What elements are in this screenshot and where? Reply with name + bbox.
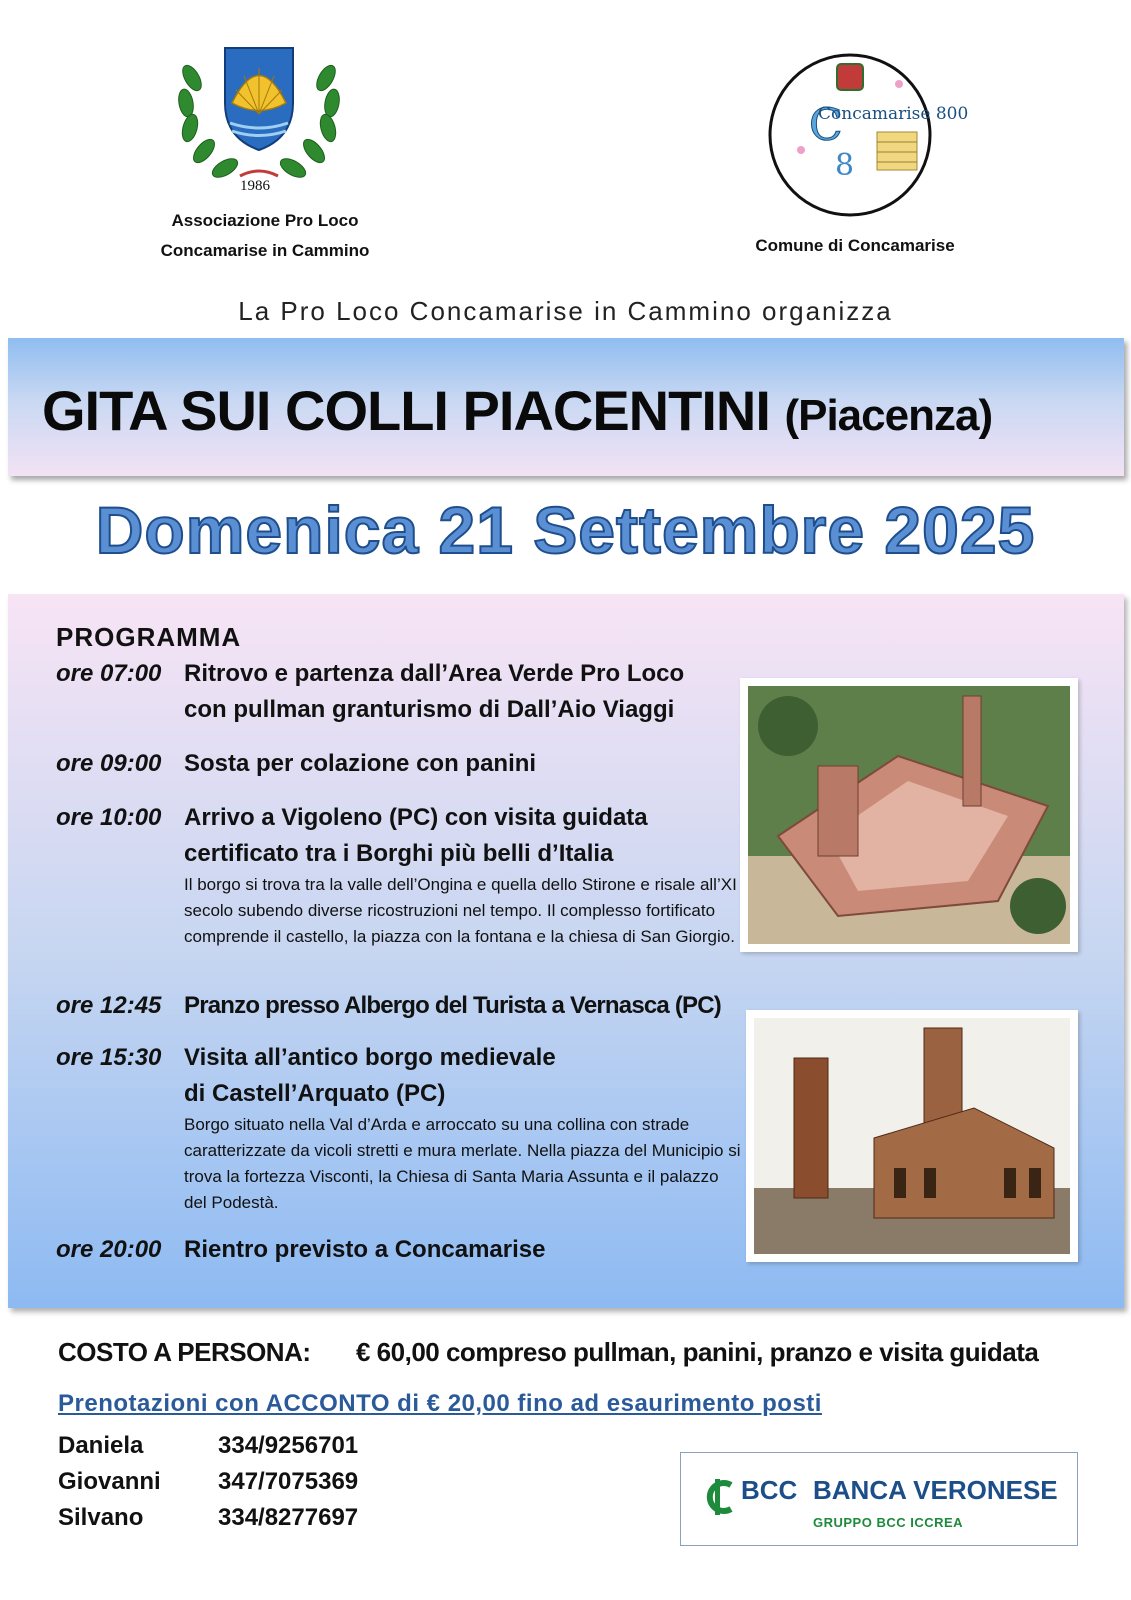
item-time: ore 07:00 xyxy=(56,660,162,687)
comune-logo xyxy=(765,50,935,220)
item-line1: Visita all’antico borgo medievale xyxy=(184,1044,556,1071)
cost-label: COSTO A PERSONA: xyxy=(58,1337,311,1367)
contact-name: Silvano xyxy=(58,1504,144,1531)
cost-line xyxy=(58,1337,1039,1368)
pro-loco-name xyxy=(130,206,400,266)
item-line1: Ritrovo e partenza dall’Area Verde Pro Loco xyxy=(184,660,685,687)
item-line2: di Castell’Arquato (PC) xyxy=(184,1080,446,1107)
pro-loco-line2: Concamarise in Cammino xyxy=(160,241,370,260)
sponsor-group: GRUPPO BCC ICCREA xyxy=(813,1515,964,1530)
item-line1: Arrivo a Vigoleno (PC) con visita guidata xyxy=(184,804,648,831)
item-description: Il borgo si trova tra la valle dell’Ongina e quella dello Stirone e risale all’XI secolo subendo diverse ricostruzioni nel tempo. Il complesso fortificato comprende il castello, la piazza con la fontana e la chiesa di San Giorgio. xyxy=(184,875,737,946)
item-time: ore 12:45 xyxy=(56,992,162,1019)
contact-phone: 334/8277697 xyxy=(218,1504,359,1531)
contact-name: Giovanni xyxy=(58,1468,161,1495)
intro-line: La Pro Loco Concamarise in Cammino organizza xyxy=(238,296,893,326)
item-description: Borgo situato nella Val d’Arda e arroccato su una collina con strade caratterizzate da vicoli stretti e mura merlate. Nella piazza del Municipio si trova la fortezza Visconti, la Chiesa di Santa Maria Assunta e il palazzo del Podestà. xyxy=(184,1115,741,1212)
program-heading: PROGRAMMA xyxy=(56,622,242,652)
comune-name: Comune di Concamarise xyxy=(755,236,955,255)
item-time: ore 15:30 xyxy=(56,1044,162,1071)
item-line2: certificato tra i Borghi più belli d’Italia xyxy=(184,840,614,867)
title-main: GITA SUI COLLI PIACENTINI xyxy=(42,379,770,442)
item-line1: Sosta per colazione con panini xyxy=(184,750,537,777)
pro-loco-logo xyxy=(170,28,348,198)
svg-text:8: 8 xyxy=(835,148,855,183)
svg-text:C: C xyxy=(809,100,843,151)
vigoleno-photo xyxy=(740,678,1078,952)
item-time: ore 10:00 xyxy=(56,804,162,831)
program-panel xyxy=(8,594,1124,1308)
pro-loco-line1: Associazione Pro Loco xyxy=(171,211,359,230)
sponsor-logo xyxy=(680,1452,1078,1546)
item-line1: Rientro previsto a Concamarise xyxy=(184,1236,546,1263)
item-time: ore 20:00 xyxy=(56,1236,162,1263)
title-sub: (Piacenza) xyxy=(784,391,993,440)
sponsor-name: BANCA VERONESE xyxy=(813,1475,1058,1505)
booking-note: Prenotazioni con ACCONTO di € 20,00 fino ad esaurimento posti xyxy=(58,1390,822,1417)
sponsor-mark: BCC xyxy=(741,1475,798,1505)
cost-value: € 60,00 compreso pullman, panini, pranzo e visita guidata xyxy=(356,1337,1039,1367)
event-date: Domenica 21 Settembre 2025 xyxy=(95,493,1036,567)
comune-logo-text: Concamarise 800 xyxy=(818,104,969,124)
page-title xyxy=(42,378,992,443)
item-line2: con pullman granturismo di Dall’Aio Viaggi xyxy=(184,696,675,723)
castellarquato-photo xyxy=(746,1010,1078,1262)
contact-name: Daniela xyxy=(58,1432,144,1459)
contact-phone: 347/7075369 xyxy=(218,1468,359,1495)
item-time: ore 09:00 xyxy=(56,750,162,777)
bcc-mark-icon xyxy=(701,1477,739,1517)
title-banner xyxy=(8,338,1124,476)
contact-phone: 334/9256701 xyxy=(218,1432,359,1459)
logo-year: 1986 xyxy=(240,178,270,194)
item-line1: Pranzo presso Albergo del Turista a Vernasca (PC) xyxy=(184,992,721,1019)
